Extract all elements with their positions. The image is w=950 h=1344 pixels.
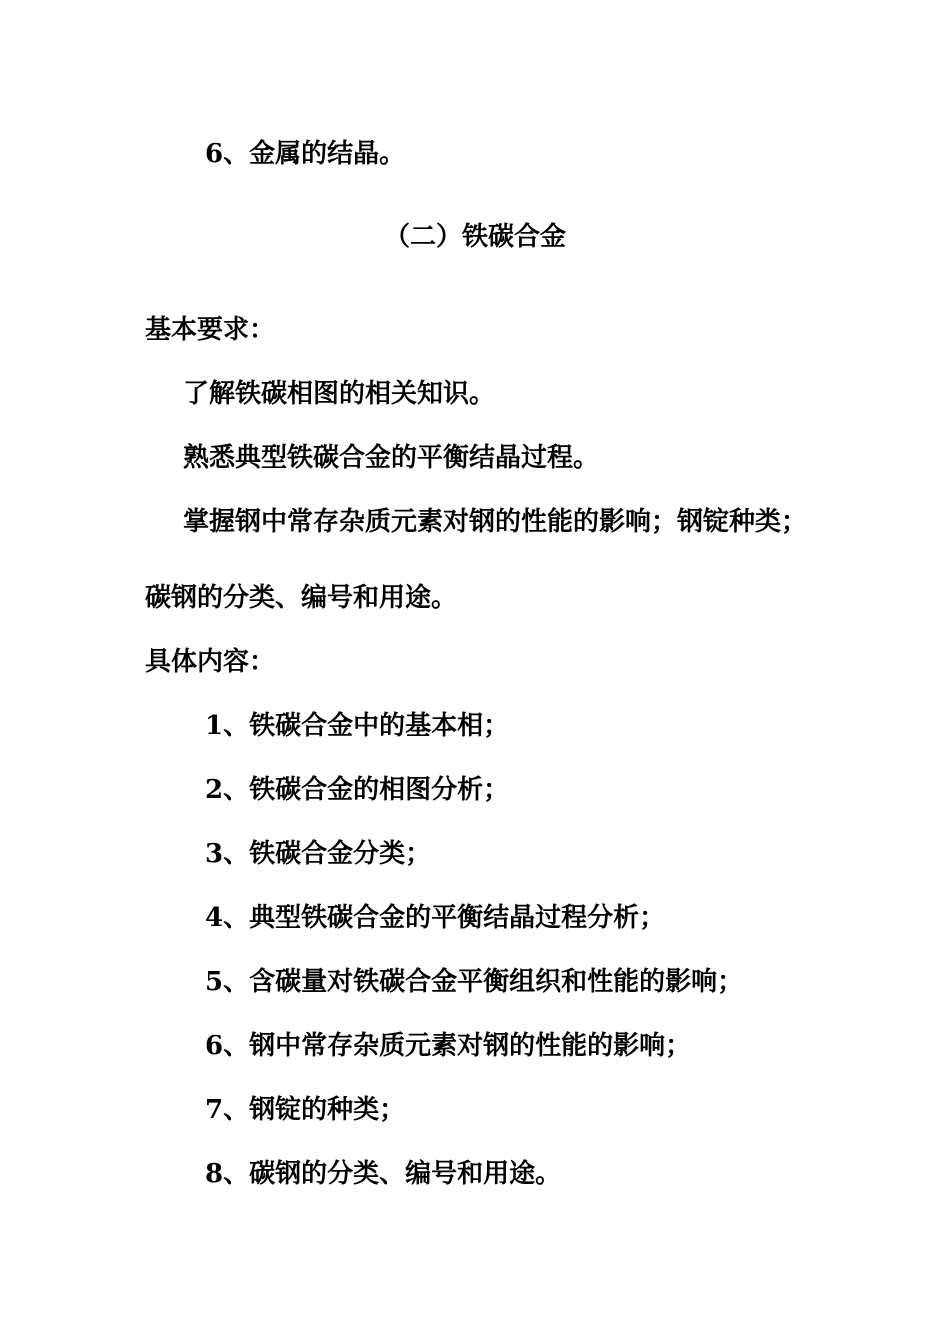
requirement-continuation: 碳钢的分类、编号和用途。: [145, 583, 458, 613]
content-heading: 具体内容：: [145, 647, 276, 677]
requirements-heading: 基本要求：: [145, 315, 276, 345]
content-item: 5、含碳量对铁碳合金平衡组织和性能的影响；: [205, 967, 744, 997]
prev-list-item: 6、金属的结晶。: [205, 139, 406, 169]
requirement-item: 了解铁碳相图的相关知识。: [183, 379, 496, 409]
requirement-item: 熟悉典型铁碳合金的平衡结晶过程。: [183, 443, 600, 473]
content-item: 8、碳钢的分类、编号和用途。: [205, 1159, 562, 1189]
content-item: 1、铁碳合金中的基本相；: [205, 711, 510, 741]
requirement-item: 掌握钢中常存杂质元素对钢的性能的影响；钢锭种类；: [183, 507, 808, 537]
content-item: 3、铁碳合金分类；: [205, 839, 432, 869]
content-item: 6、钢中常存杂质元素对钢的性能的影响；: [205, 1031, 692, 1061]
content-item: 7、钢锭的种类；: [205, 1095, 406, 1125]
content-item: 2、铁碳合金的相图分析；: [205, 775, 510, 805]
section-title: （二）铁碳合金: [383, 222, 566, 252]
content-item: 4、典型铁碳合金的平衡结晶过程分析；: [205, 903, 666, 933]
